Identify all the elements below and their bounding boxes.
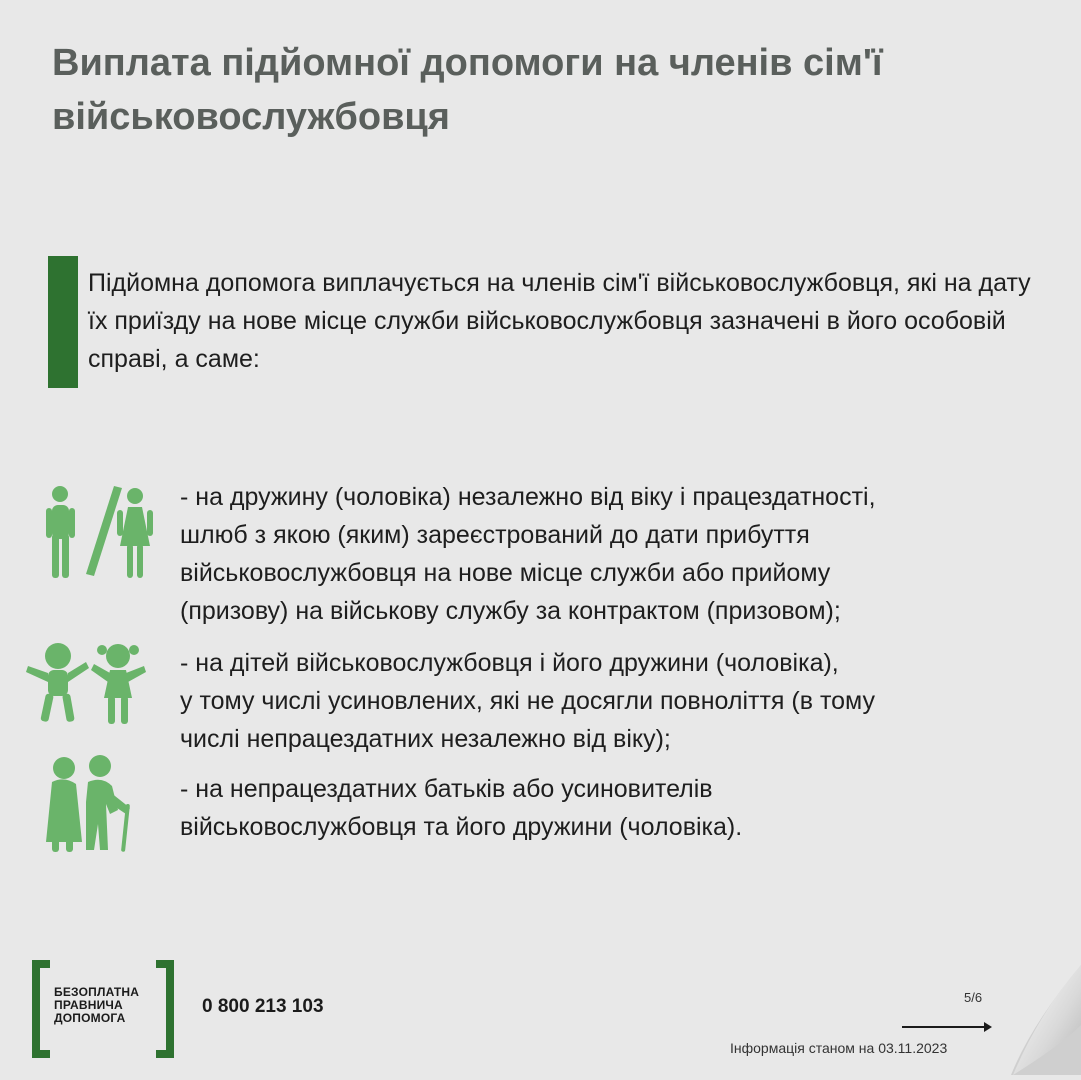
logo xyxy=(32,960,174,1058)
info-date: Інформація станом на 03.11.2023 xyxy=(730,1040,948,1056)
page-curl-icon xyxy=(991,965,1081,1080)
logo-line: ПРАВНИЧА xyxy=(54,998,123,1012)
accent-bar xyxy=(48,256,78,388)
elderly-couple-icon xyxy=(38,752,142,854)
logo-line: БЕЗОПЛАТНА xyxy=(54,985,140,999)
logo-bracket-left xyxy=(32,960,50,1058)
logo-text xyxy=(54,986,164,1025)
next-arrow-icon[interactable] xyxy=(902,1020,992,1038)
logo-line: ДОПОМОГА xyxy=(54,1011,126,1025)
page-number: 5/6 xyxy=(964,990,983,1005)
list-item: - на непрацездатних батьків або усиновителів військовослужбовця та його дружини (чоловіка). xyxy=(180,775,743,841)
list-item: - на дітей військовослужбовця і його дружини (чоловіка), у тому числі усиновлених, які не досягли повноліття (в тому числі непрацездатних незалежно від віку); xyxy=(180,649,875,753)
couple-icon xyxy=(36,484,156,580)
intro-text: Підйомна допомога виплачується на членів сім'ї військовослужбовця, які на дату їх приїзду на нове місце служби військовослужбовця зазначені в його особовій справі, а саме: xyxy=(88,269,1031,373)
phone-number: 0 800 213 103 xyxy=(202,996,324,1017)
page-title: Виплата підйомної допомоги на членів сім'ї військовослужбовця xyxy=(52,42,883,138)
list-item: - на дружину (чоловіка) незалежно від віку і працездатності, шлюб з якою (яким) зареєстрований до дати прибуття військовослужбовця на нове місце служби або прийому (призову) на військову службу за контрактом (призовом); xyxy=(180,483,876,625)
children-icon xyxy=(24,640,154,726)
